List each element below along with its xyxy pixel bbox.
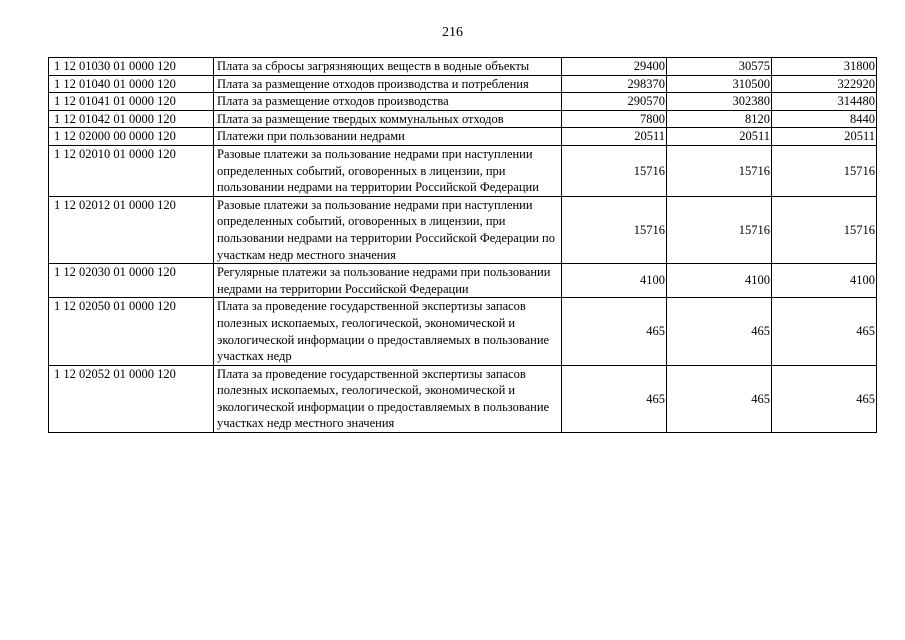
row-value-1: 15716 xyxy=(562,196,667,263)
table-row xyxy=(49,298,877,365)
row-name: Плата за проведение государственной экспертизы запасов полезных ископаемых, геологической, экономической и экологической информации о предоставляемых в пользование участках недр xyxy=(214,298,562,365)
row-value-3: 465 xyxy=(772,298,877,365)
row-value-1: 15716 xyxy=(562,145,667,196)
row-value-2: 30575 xyxy=(667,58,772,76)
row-value-3: 20511 xyxy=(772,128,877,146)
row-code: 1 12 01040 01 0000 120 xyxy=(49,75,214,93)
row-name: Плата за размещение отходов производства и потребления xyxy=(214,75,562,93)
row-code: 1 12 02030 01 0000 120 xyxy=(49,264,214,298)
row-code: 1 12 02012 01 0000 120 xyxy=(49,196,214,263)
row-value-1: 29400 xyxy=(562,58,667,76)
table-row xyxy=(49,264,877,298)
table-row xyxy=(49,93,877,111)
table-row xyxy=(49,145,877,196)
table-row xyxy=(49,110,877,128)
row-code: 1 12 02010 01 0000 120 xyxy=(49,145,214,196)
row-value-3: 314480 xyxy=(772,93,877,111)
row-value-1: 465 xyxy=(562,365,667,432)
row-value-2: 15716 xyxy=(667,196,772,263)
row-value-1: 7800 xyxy=(562,110,667,128)
row-code: 1 12 02052 01 0000 120 xyxy=(49,365,214,432)
row-value-1: 4100 xyxy=(562,264,667,298)
row-value-2: 15716 xyxy=(667,145,772,196)
row-code: 1 12 02000 00 0000 120 xyxy=(49,128,214,146)
page-number: 216 xyxy=(442,25,463,40)
row-value-2: 465 xyxy=(667,298,772,365)
row-value-1: 298370 xyxy=(562,75,667,93)
row-name: Разовые платежи за пользование недрами при наступлении определенных событий, оговоренных в лицензии, при пользовании недрами на территории Российской Федерации по участкам недр местного значения xyxy=(214,196,562,263)
row-value-3: 4100 xyxy=(772,264,877,298)
row-value-1: 465 xyxy=(562,298,667,365)
row-name: Плата за размещение твердых коммунальных отходов xyxy=(214,110,562,128)
revenue-table xyxy=(48,57,877,433)
row-value-2: 465 xyxy=(667,365,772,432)
row-value-2: 20511 xyxy=(667,128,772,146)
row-value-2: 302380 xyxy=(667,93,772,111)
table-row xyxy=(49,128,877,146)
row-code: 1 12 01041 01 0000 120 xyxy=(49,93,214,111)
row-value-3: 465 xyxy=(772,365,877,432)
row-value-1: 290570 xyxy=(562,93,667,111)
row-value-3: 15716 xyxy=(772,145,877,196)
row-value-3: 31800 xyxy=(772,58,877,76)
table-row xyxy=(49,58,877,76)
row-code: 1 12 01030 01 0000 120 xyxy=(49,58,214,76)
row-name: Разовые платежи за пользование недрами при наступлении определенных событий, оговоренных в лицензии, при пользовании недрами на территории Российской Федерации xyxy=(214,145,562,196)
row-value-2: 4100 xyxy=(667,264,772,298)
row-name: Платежи при пользовании недрами xyxy=(214,128,562,146)
table-row xyxy=(49,75,877,93)
row-name: Плата за сбросы загрязняющих веществ в водные объекты xyxy=(214,58,562,76)
table-row xyxy=(49,365,877,432)
table-row xyxy=(49,196,877,263)
row-name: Плата за проведение государственной экспертизы запасов полезных ископаемых, геологической, экономической и экологической информации о предоставляемых в пользование участках недр местного значения xyxy=(214,365,562,432)
row-value-3: 322920 xyxy=(772,75,877,93)
row-value-3: 15716 xyxy=(772,196,877,263)
row-code: 1 12 01042 01 0000 120 xyxy=(49,110,214,128)
row-value-3: 8440 xyxy=(772,110,877,128)
row-name: Регулярные платежи за пользование недрами при пользовании недрами на территории Российской Федерации xyxy=(214,264,562,298)
row-code: 1 12 02050 01 0000 120 xyxy=(49,298,214,365)
row-value-1: 20511 xyxy=(562,128,667,146)
row-value-2: 8120 xyxy=(667,110,772,128)
row-name: Плата за размещение отходов производства xyxy=(214,93,562,111)
row-value-2: 310500 xyxy=(667,75,772,93)
